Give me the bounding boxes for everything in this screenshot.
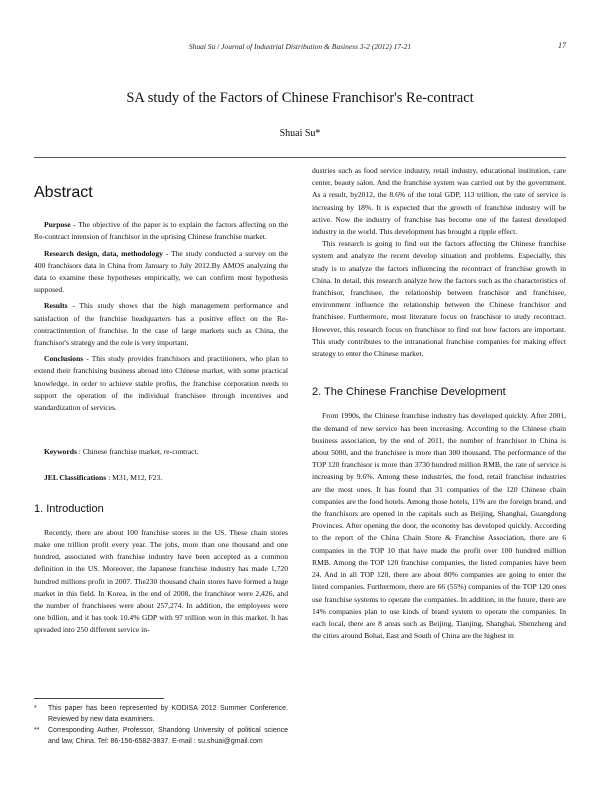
footnote-divider [34,698,164,699]
jel-value: : M31, M12, F23. [106,473,163,483]
footnotes [34,704,288,748]
keywords-block [34,446,288,484]
keywords-line [44,446,288,458]
jel-label: JEL Classifications [44,473,107,483]
abstract-text: - This study shows that the high management performance and satisfaction of the franchise headquarters has a positive effect on the Re-contractintention of franchise. In the case of large markets such as China, the franchisor's strategy and the role is very important. [34,301,288,348]
intro-paragraph: This research is going to find out the factors affecting the Chinese franchise system and analyze the recent develop situation and problems. Especially, this study is to analyze the factors influencing the recontract of franchise growth in China. In detail, this research analyze how the factors such as the characteristics of franchisor, franchisee, the relationship between franchisor and franchisee, environment influence the relationship between the Chinese franchisor and franchisee. Furthermore, most literature focus on franchisor to study recontract. However, this research focus on franchisor to find out how factors are important. This study contributes to the intranational franchise companies for making effect strategy to enter the Chinese market. [312,239,566,359]
jel-line [44,472,288,484]
abstract-conclusions [34,353,288,414]
left-column [34,165,288,637]
footnote [34,704,288,725]
abstract-label: Results [44,301,68,311]
abstract-purpose [34,219,288,243]
paper-title: SA study of the Factors of Chinese Franchisor's Re-contract [126,90,474,106]
intro-paragraph-continued: dustries such as food service industry, retail industry, educational institution, care center, beauty salon. And the franchise system was carried out by the government. As a result, by2012, the 8.6% of the total GDP, 113 trillion, the rate of service is increasing by 18%. It is expected that the growth of franchise industry will be active. Now the industry of franchise has become one of the fastest developed industry in the world. This development has brought a ripple effect. [312,166,566,237]
author-name: Shuai Su* [279,128,321,139]
running-head: Shuai Su / Journal of Industrial Distribution & Business 3-2 (2012) 17-21 [188,42,412,51]
abstract-results [34,300,288,349]
abstract-text: - The study conducted a survey on the 400 franchisors data in China from January to July 2012.By AMOS analyzing the data to examine these hypotheses empirically, we can confirm most hypothesis supposed. [34,248,288,295]
section2-paragraph: From 1990s, the Chinese franchise industry has developed quickly. After 2001, the demand of new service has been increasing. According to the Chinese chain business association, by the end of 2011, the number of franchisor in China is about 5000, and the franchisee is more than 300 thousand. The performance of the TOP 120 franchisor is more than 3730 hundred million RMB, the rate of service is increasing by 9.6%. Among these industries, the food, retail franchise industries are the most ones. It has found that 31 companies of the 120 Chinese chain companies are the food hotels. Among those hotels, 11% are the foreign brand, and the franchisors are opened in the capitals such as Beijing, Shanghai, Guangdong Provinces. After opening the door, the economy has developed quickly. According to the report of the China Chain Store & Franchise Association, there are 6 companies in the TOP 10 that have made the profit over 100 hundred million RMB. Among the TOP 120 franchise companies, the listed companies have been 24. And in all TOP 120, there are about 80% companies are going to enter the listed companies. Furthermore, there are 66 (55%) companies of the TOP 120 ones use franchise systems to operate the companies. In addition, in the future, there are 14% companies plan to use kinds of brand system to operate the companies. In each local, there are 8 areas such as Beijing, Tianjing, Shanghai, Shenzheng and the cities around Bohai, East and South of China are the highest in [312,411,566,641]
abstract-label: Research design, data, methodology [44,248,163,258]
section-heading-franchise-development: 2. The Chinese Franchise Development [312,386,506,399]
abstract-text: - The objective of the paper is to explain the factors affecting on the Re-contract intension of franchisor in the uprising Chinese franchise market. [34,220,288,242]
intro-paragraph: Recently, there are about 100 franchise stores in the US. These chain stores make one trillion profit every year. The jobs, more than one thousand and one hundred, associated with franchise industry have been accepted as a common definition in the US. Moreover, the Japanese franchise industry has made 1,720 hundred millions profit in 2007. The230 thousand chain stores have formed a huge market in this field. In Korea, in the end of 2008, the franchisor were 2,426, and the number of franchisees were about 257,274. In addition, the employees were one billion, and it has took 10.4% GDP with 97 trillion won in this market. It has spreaded into 250 different service in- [34,527,288,635]
section-heading-introduction: 1. Introduction [34,502,104,515]
abstract-label: Conclusions [44,354,84,364]
footnote-mark: ** [34,727,40,735]
footnote-mark: * [34,705,37,712]
abstract-methodology [34,248,288,297]
abstract-heading: Abstract [34,184,93,201]
footnote-text: Corresponding Auther, Professor, Shandong University of political science and law, China. Tel: 86-156-6582-3837. E-mail : su.shuai@gmail.com [48,727,288,745]
page-number: 17 [558,41,566,50]
abstract-text: - This study provides franchisors and practitioners, who plan to extend their franchising business abroad into Chinese market, with some practical knowledge. in order to achieve stable profits, the franchise corporation needs to support the operation of the individual franchisee through incentives and standardization of services. [34,354,288,413]
footnote [34,726,288,747]
keywords-label: Keywords [44,447,77,457]
footnote-text: This paper has been represented by KODISA 2012 Summer Conference. Reviewed by new data examiners. [48,705,288,723]
abstract-label: Purpose [44,220,71,230]
right-column [312,165,566,642]
keywords-value: : Chinese franchise market, re-contract. [76,447,199,457]
title-divider [34,157,566,158]
